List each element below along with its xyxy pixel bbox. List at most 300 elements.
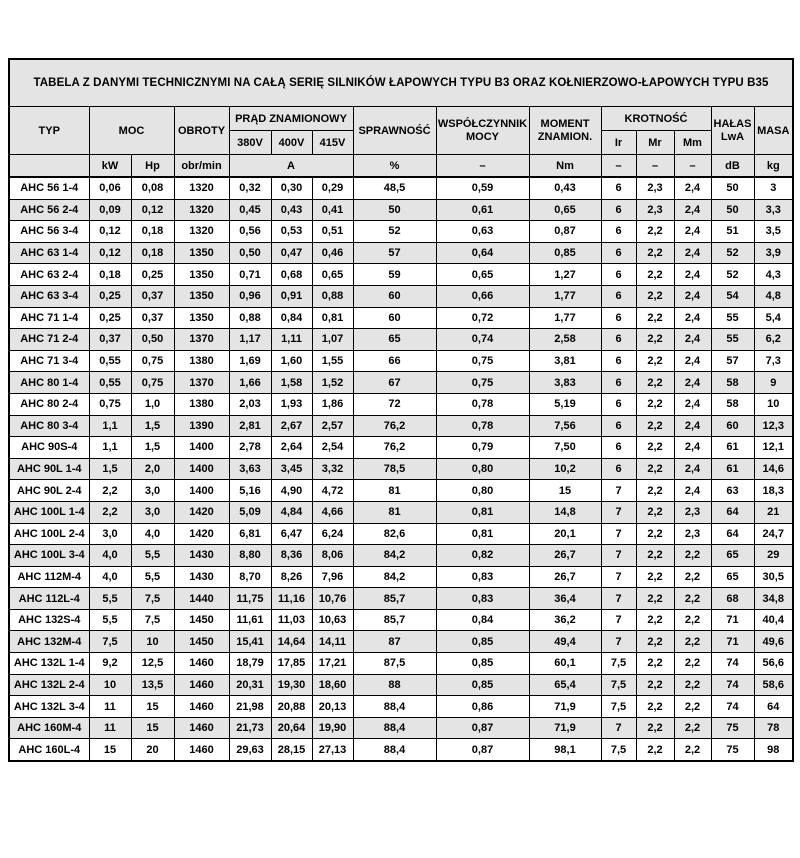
typ-cell: AHC 100L 2-4 [9,523,89,545]
value-cell: 2,58 [529,329,601,351]
value-cell: 72 [353,393,436,415]
value-cell: 1440 [174,588,229,610]
value-cell: 20 [131,739,174,761]
value-cell: 2,2 [636,393,674,415]
value-cell: 8,26 [271,566,312,588]
value-cell: 0,41 [312,199,353,221]
value-cell: 1370 [174,372,229,394]
value-cell: 98 [754,739,793,761]
table-row [9,177,793,199]
value-cell: 2,3 [674,501,711,523]
typ-cell: AHC 80 1-4 [9,372,89,394]
table-row [9,437,793,459]
table-title: TABELA Z DANYMI TECHNICZNYMI NA CAŁĄ SERIĘ SILNIKÓW ŁAPOWYCH TYPU B3 ORAZ KOŁNIERZOWO-ŁAPOWYCH TYPU B35 [9,59,793,107]
value-cell: 2,4 [674,242,711,264]
value-cell: 2,4 [674,372,711,394]
value-cell: 6 [601,415,636,437]
value-cell: 0,12 [131,199,174,221]
value-cell: 71 [711,609,754,631]
value-cell: 0,65 [436,264,529,286]
value-cell: 1320 [174,221,229,243]
value-cell: 0,37 [131,285,174,307]
value-cell: 49,6 [754,631,793,653]
value-cell: 0,83 [436,566,529,588]
value-cell: 58 [711,393,754,415]
value-cell: 0,75 [89,393,131,415]
table-row [9,501,793,523]
unit-hp: Hp [131,155,174,178]
value-cell: 15 [89,739,131,761]
value-cell: 0,61 [436,199,529,221]
value-cell: 0,86 [436,696,529,718]
value-cell: 78 [754,717,793,739]
value-cell: 5,19 [529,393,601,415]
unit-db: dB [711,155,754,178]
typ-cell: AHC 56 3-4 [9,221,89,243]
table-row [9,566,793,588]
value-cell: 0,78 [436,415,529,437]
value-cell: 15,41 [229,631,271,653]
value-cell: 51 [711,221,754,243]
value-cell: 0,50 [229,242,271,264]
value-cell: 55 [711,329,754,351]
value-cell: 0,43 [529,177,601,199]
value-cell: 87,5 [353,653,436,675]
value-cell: 19,90 [312,717,353,739]
table-row [9,329,793,351]
value-cell: 2,0 [131,458,174,480]
table-row [9,717,793,739]
value-cell: 1,1 [89,415,131,437]
value-cell: 6 [601,458,636,480]
value-cell: 48,5 [353,177,436,199]
value-cell: 6 [601,393,636,415]
value-cell: 57 [711,350,754,372]
value-cell: 6 [601,221,636,243]
typ-cell: AHC 80 2-4 [9,393,89,415]
value-cell: 64 [711,501,754,523]
value-cell: 1320 [174,177,229,199]
value-cell: 1430 [174,566,229,588]
value-cell: 2,64 [271,437,312,459]
value-cell: 0,80 [436,480,529,502]
value-cell: 8,70 [229,566,271,588]
value-cell: 30,5 [754,566,793,588]
value-cell: 67 [353,372,436,394]
value-cell: 4,90 [271,480,312,502]
value-cell: 60,1 [529,653,601,675]
value-cell: 1,1 [89,437,131,459]
typ-cell: AHC 160L-4 [9,739,89,761]
table-row [9,415,793,437]
table-row [9,545,793,567]
value-cell: 1,07 [312,329,353,351]
value-cell: 0,80 [436,458,529,480]
value-cell: 2,78 [229,437,271,459]
table-row [9,199,793,221]
value-cell: 68 [711,588,754,610]
value-cell: 3 [754,177,793,199]
value-cell: 20,64 [271,717,312,739]
value-cell: 98,1 [529,739,601,761]
unit-empty [9,155,89,178]
value-cell: 11 [89,696,131,718]
table-row [9,221,793,243]
value-cell: 1380 [174,393,229,415]
value-cell: 1420 [174,501,229,523]
table-row [9,350,793,372]
value-cell: 61 [711,458,754,480]
value-cell: 3,45 [271,458,312,480]
value-cell: 2,4 [674,221,711,243]
value-cell: 1,0 [131,393,174,415]
value-cell: 21,98 [229,696,271,718]
value-cell: 6 [601,177,636,199]
value-cell: 74 [711,674,754,696]
value-cell: 0,12 [89,221,131,243]
value-cell: 52 [711,264,754,286]
value-cell: 7,5 [601,653,636,675]
value-cell: 2,2 [636,329,674,351]
value-cell: 2,2 [674,566,711,588]
value-cell: 61 [711,437,754,459]
value-cell: 65 [711,545,754,567]
table-row [9,696,793,718]
typ-cell: AHC 80 3-4 [9,415,89,437]
value-cell: 7 [601,566,636,588]
table-row [9,588,793,610]
value-cell: 65 [711,566,754,588]
value-cell: 84,2 [353,545,436,567]
value-cell: 2,4 [674,350,711,372]
value-cell: 4,0 [89,566,131,588]
value-cell: 0,29 [312,177,353,199]
value-cell: 65,4 [529,674,601,696]
value-cell: 18,3 [754,480,793,502]
value-cell: 0,68 [271,264,312,286]
value-cell: 1460 [174,717,229,739]
value-cell: 52 [711,242,754,264]
value-cell: 2,2 [636,739,674,761]
table-row [9,480,793,502]
value-cell: 0,59 [436,177,529,199]
value-cell: 40,4 [754,609,793,631]
value-cell: 6,2 [754,329,793,351]
value-cell: 19,30 [271,674,312,696]
unit-nm: Nm [529,155,601,178]
table-row [9,393,793,415]
value-cell: 1,27 [529,264,601,286]
value-cell: 88,4 [353,717,436,739]
value-cell: 74 [711,696,754,718]
value-cell: 0,55 [89,372,131,394]
value-cell: 0,81 [312,307,353,329]
value-cell: 18,60 [312,674,353,696]
value-cell: 3,0 [131,480,174,502]
value-cell: 3,9 [754,242,793,264]
value-cell: 1,66 [229,372,271,394]
value-cell: 2,2 [636,631,674,653]
value-cell: 71 [711,631,754,653]
value-cell: 34,8 [754,588,793,610]
value-cell: 1460 [174,653,229,675]
value-cell: 56,6 [754,653,793,675]
value-cell: 7,5 [131,609,174,631]
value-cell: 9,2 [89,653,131,675]
value-cell: 0,18 [131,242,174,264]
table-row [9,458,793,480]
typ-cell: AHC 71 3-4 [9,350,89,372]
value-cell: 5,09 [229,501,271,523]
col-header-masa: MASA [754,107,793,155]
value-cell: 7 [601,588,636,610]
value-cell: 0,85 [436,653,529,675]
value-cell: 7,5 [601,674,636,696]
value-cell: 2,2 [636,674,674,696]
col-header-prad-znamionowy: PRĄD ZNAMIONOWY [229,107,353,131]
value-cell: 1,77 [529,285,601,307]
value-cell: 36,4 [529,588,601,610]
value-cell: 0,55 [89,350,131,372]
value-cell: 2,2 [89,501,131,523]
value-cell: 7,5 [89,631,131,653]
value-cell: 2,2 [636,545,674,567]
value-cell: 0,87 [436,739,529,761]
value-cell: 2,57 [312,415,353,437]
value-cell: 2,2 [636,653,674,675]
unit-percent: % [353,155,436,178]
page [0,58,800,858]
value-cell: 71,9 [529,696,601,718]
value-cell: 36,2 [529,609,601,631]
value-cell: 3,81 [529,350,601,372]
value-cell: 54 [711,285,754,307]
value-cell: 55 [711,307,754,329]
value-cell: 2,2 [636,221,674,243]
typ-cell: AHC 63 3-4 [9,285,89,307]
typ-cell: AHC 63 2-4 [9,264,89,286]
value-cell: 29 [754,545,793,567]
value-cell: 1460 [174,674,229,696]
value-cell: 0,84 [436,609,529,631]
value-cell: 2,4 [674,415,711,437]
typ-cell: AHC 132L 3-4 [9,696,89,718]
value-cell: 1350 [174,285,229,307]
col-header-typ: TYP [9,107,89,155]
col-header-krotnosc: KROTNOŚĆ [601,107,711,131]
value-cell: 0,84 [271,307,312,329]
value-cell: 1430 [174,545,229,567]
value-cell: 8,36 [271,545,312,567]
value-cell: 2,2 [636,437,674,459]
value-cell: 2,2 [636,458,674,480]
typ-cell: AHC 56 1-4 [9,177,89,199]
value-cell: 1350 [174,242,229,264]
unit-kg: kg [754,155,793,178]
value-cell: 0,71 [229,264,271,286]
value-cell: 6,47 [271,523,312,545]
value-cell: 2,4 [674,177,711,199]
value-cell: 1460 [174,696,229,718]
value-cell: 20,31 [229,674,271,696]
value-cell: 24,7 [754,523,793,545]
value-cell: 0,83 [436,588,529,610]
value-cell: 7 [601,501,636,523]
value-cell: 0,82 [436,545,529,567]
value-cell: 1,60 [271,350,312,372]
value-cell: 2,4 [674,264,711,286]
value-cell: 7 [601,545,636,567]
value-cell: 1390 [174,415,229,437]
table-row [9,739,793,761]
value-cell: 2,2 [674,739,711,761]
value-cell: 4,0 [89,545,131,567]
value-cell: 26,7 [529,545,601,567]
value-cell: 58,6 [754,674,793,696]
value-cell: 12,3 [754,415,793,437]
value-cell: 50 [353,199,436,221]
value-cell: 0,47 [271,242,312,264]
value-cell: 0,51 [312,221,353,243]
value-cell: 6 [601,199,636,221]
value-cell: 1,93 [271,393,312,415]
value-cell: 21 [754,501,793,523]
value-cell: 82,6 [353,523,436,545]
value-cell: 6 [601,285,636,307]
value-cell: 0,46 [312,242,353,264]
col-header-moment-znamion: MOMENT ZNAMION. [529,107,601,155]
typ-cell: AHC 90S-4 [9,437,89,459]
value-cell: 7,50 [529,437,601,459]
value-cell: 2,2 [636,696,674,718]
value-cell: 6 [601,242,636,264]
value-cell: 18,79 [229,653,271,675]
motor-data-table [8,58,794,762]
value-cell: 3,3 [754,199,793,221]
value-cell: 7,5 [601,696,636,718]
value-cell: 58 [711,372,754,394]
value-cell: 12,5 [131,653,174,675]
value-cell: 8,80 [229,545,271,567]
value-cell: 0,91 [271,285,312,307]
value-cell: 6 [601,307,636,329]
col-header-380v: 380V [229,131,271,155]
value-cell: 2,2 [674,545,711,567]
col-header-halas-lwa: HAŁAS LwA [711,107,754,155]
value-cell: 7 [601,631,636,653]
value-cell: 0,43 [271,199,312,221]
col-header-mm: Mm [674,131,711,155]
col-header-moc: MOC [89,107,174,155]
value-cell: 2,4 [674,285,711,307]
value-cell: 1,58 [271,372,312,394]
value-cell: 6 [601,329,636,351]
value-cell: 2,2 [636,523,674,545]
value-cell: 75 [711,717,754,739]
value-cell: 0,37 [89,329,131,351]
value-cell: 17,21 [312,653,353,675]
value-cell: 7,3 [754,350,793,372]
value-cell: 59 [353,264,436,286]
value-cell: 6,24 [312,523,353,545]
value-cell: 14,8 [529,501,601,523]
value-cell: 10 [754,393,793,415]
value-cell: 20,1 [529,523,601,545]
value-cell: 2,4 [674,307,711,329]
typ-cell: AHC 100L 1-4 [9,501,89,523]
value-cell: 0,09 [89,199,131,221]
typ-cell: AHC 56 2-4 [9,199,89,221]
value-cell: 3,83 [529,372,601,394]
value-cell: 1350 [174,264,229,286]
unit-obr-min: obr/min [174,155,229,178]
value-cell: 14,64 [271,631,312,653]
value-cell: 64 [754,696,793,718]
value-cell: 2,2 [636,415,674,437]
value-cell: 2,4 [674,393,711,415]
value-cell: 7 [601,609,636,631]
value-cell: 65 [353,329,436,351]
value-cell: 88,4 [353,696,436,718]
value-cell: 4,8 [754,285,793,307]
col-header-mr: Mr [636,131,674,155]
value-cell: 5,16 [229,480,271,502]
value-cell: 60 [353,307,436,329]
value-cell: 1,52 [312,372,353,394]
value-cell: 2,2 [636,285,674,307]
value-cell: 27,13 [312,739,353,761]
value-cell: 4,0 [131,523,174,545]
value-cell: 1450 [174,609,229,631]
value-cell: 0,53 [271,221,312,243]
typ-cell: AHC 112M-4 [9,566,89,588]
value-cell: 20,88 [271,696,312,718]
value-cell: 0,81 [436,501,529,523]
col-header-ir: Ir [601,131,636,155]
value-cell: 1370 [174,329,229,351]
typ-cell: AHC 71 1-4 [9,307,89,329]
value-cell: 1,69 [229,350,271,372]
value-cell: 2,3 [636,199,674,221]
value-cell: 49,4 [529,631,601,653]
value-cell: 50 [711,199,754,221]
value-cell: 7 [601,717,636,739]
value-cell: 76,2 [353,415,436,437]
table-row [9,631,793,653]
value-cell: 0,06 [89,177,131,199]
value-cell: 2,67 [271,415,312,437]
value-cell: 75 [711,739,754,761]
table-row [9,307,793,329]
value-cell: 2,2 [674,674,711,696]
value-cell: 1,86 [312,393,353,415]
value-cell: 0,18 [131,221,174,243]
value-cell: 0,56 [229,221,271,243]
value-cell: 0,63 [436,221,529,243]
value-cell: 63 [711,480,754,502]
value-cell: 4,66 [312,501,353,523]
table-row [9,523,793,545]
col-header-obroty: OBROTY [174,107,229,155]
value-cell: 2,2 [636,307,674,329]
value-cell: 0,85 [529,242,601,264]
value-cell: 57 [353,242,436,264]
table-row [9,372,793,394]
unit-dash-mm: – [674,155,711,178]
typ-cell: AHC 160M-4 [9,717,89,739]
value-cell: 0,08 [131,177,174,199]
value-cell: 0,25 [131,264,174,286]
